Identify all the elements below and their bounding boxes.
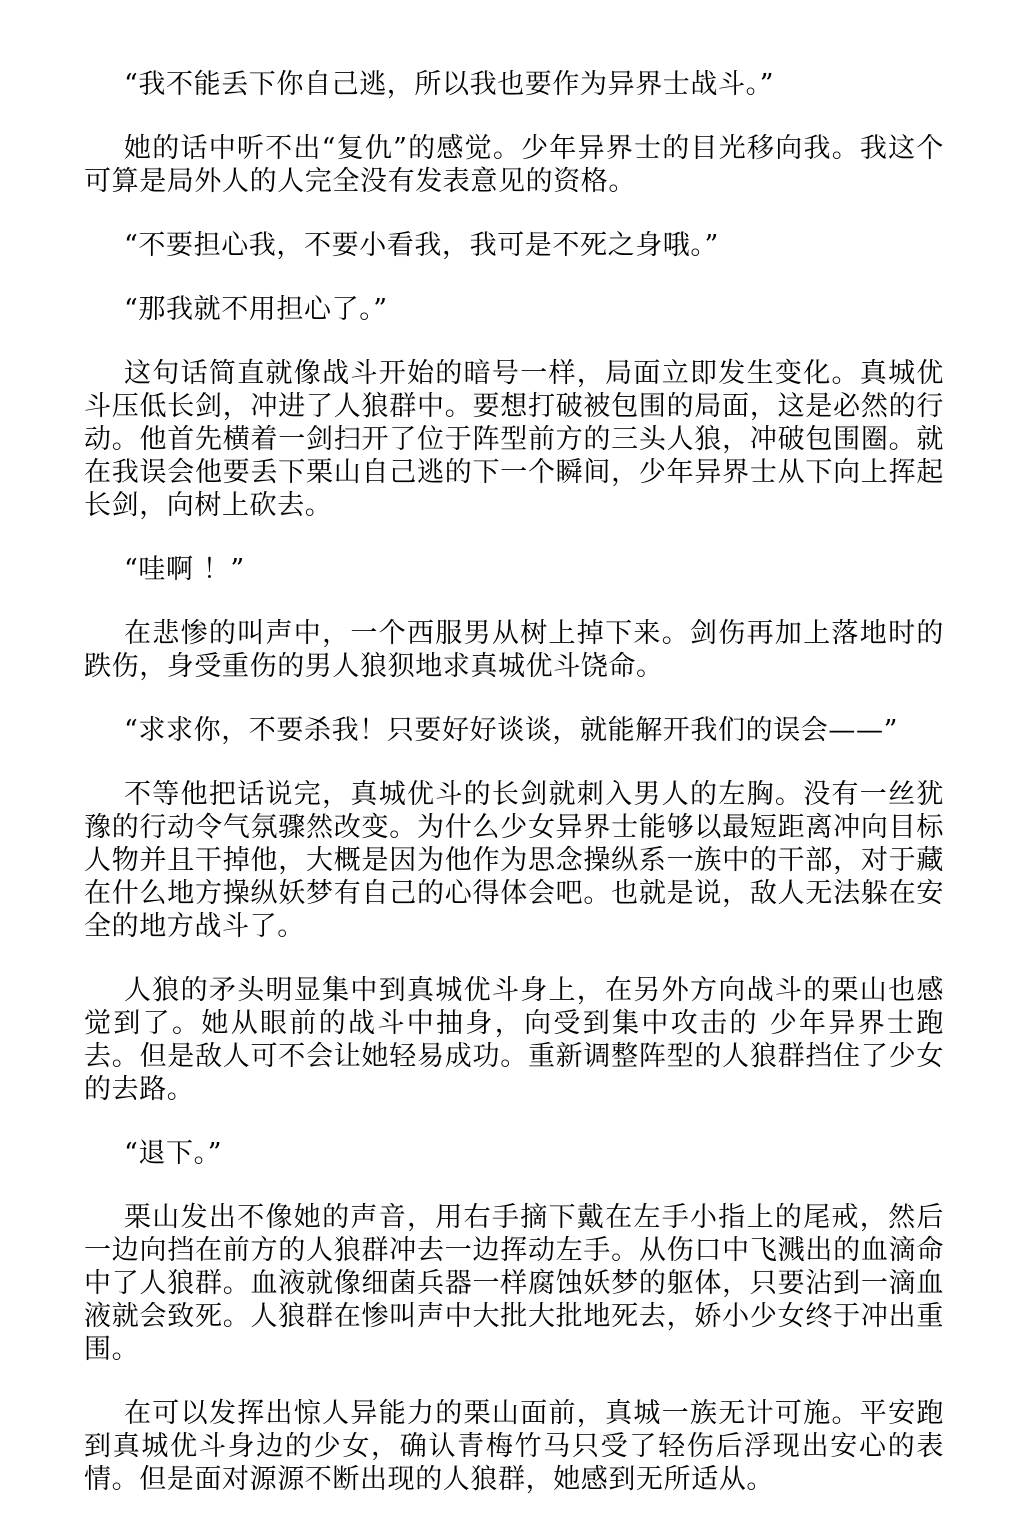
paragraph-1: “我不能丢下你自己逃，所以我也要作为异界士战斗。” <box>124 69 775 100</box>
paragraph-9: 不等他把话说完，真城优斗的长剑就刺入男人的左胸。没有一丝犹豫的行动令气氛骤然改变。为什么少女异界士能够以最短距离冲向目标人物并且干掉他，大概是因为他作为思念操纵系一族中的干部，对于藏在什么地方操纵妖梦有自己的心得体会吧。也就是说，敌人无法躲在安全的地方战斗了。 <box>84 779 944 942</box>
paragraph-12: 栗山发出不像她的声音，用右手摘下戴在左手小指上的尾戒，然后一边向挡在前方的人狼群冲去一边挥动左手。从伤口中飞溅出的血滴命中了人狼群。血液就像细菌兵器一样腐蚀妖梦的躯体，只要沾到一滴血液就会致死。人狼群在惨叫声中大批大批地死去，娇小少女终于冲出重围。 <box>84 1202 944 1365</box>
paragraph-5: 这句话简直就像战斗开始的暗号一样，局面立即发生变化。真城优斗压低长剑，冲进了人狼群中。要想打破被包围的局面，这是必然的行动。他首先横着一剑扫开了位于阵型前方的三头人狼，冲破包围圈。就在我误会他要丢下栗山自己逃的下一个瞬间，少年异界士从下向上挥起长剑，向树上砍去。 <box>84 358 944 521</box>
paragraph-11: “退下。” <box>124 1138 223 1169</box>
paragraph-4: “那我就不用担心了。” <box>124 294 388 325</box>
paragraph-13: 在可以发挥出惊人异能力的栗山面前，真城一族无计可施。平安跑到真城优斗身边的少女，确认青梅竹马只受了轻伤后浮现出安心的表情。但是面对源源不断出现的人狼群，她感到无所适从。 <box>84 1398 944 1495</box>
paragraph-8: “求求你，不要杀我！只要好好谈谈，就能解开我们的误会——” <box>124 715 899 746</box>
paragraph-7: 在悲惨的叫声中，一个西服男从树上掉下来。剑伤再加上落地时的跌伤，身受重伤的男人狼狈地求真城优斗饶命。 <box>84 618 944 682</box>
paragraph-10: 人狼的矛头明显集中到真城优斗身上，在另外方向战斗的栗山也感觉到了。她从眼前的战斗中抽身，向受到集中攻击的 少年异界士跑去。但是敌人可不会让她轻易成功。重新调整阵型的人狼群挡住了少女的去路。 <box>84 975 944 1105</box>
paragraph-2: 她的话中听不出“复仇”的感觉。少年异界士的目光移向我。我这个可算是局外人的人完全没有发表意见的资格。 <box>84 133 944 197</box>
paragraph-6: “哇啊 ！” <box>124 554 245 585</box>
paragraph-3: “不要担心我，不要小看我，我可是不死之身哦。” <box>124 230 719 261</box>
body-text <box>84 68 944 1527</box>
